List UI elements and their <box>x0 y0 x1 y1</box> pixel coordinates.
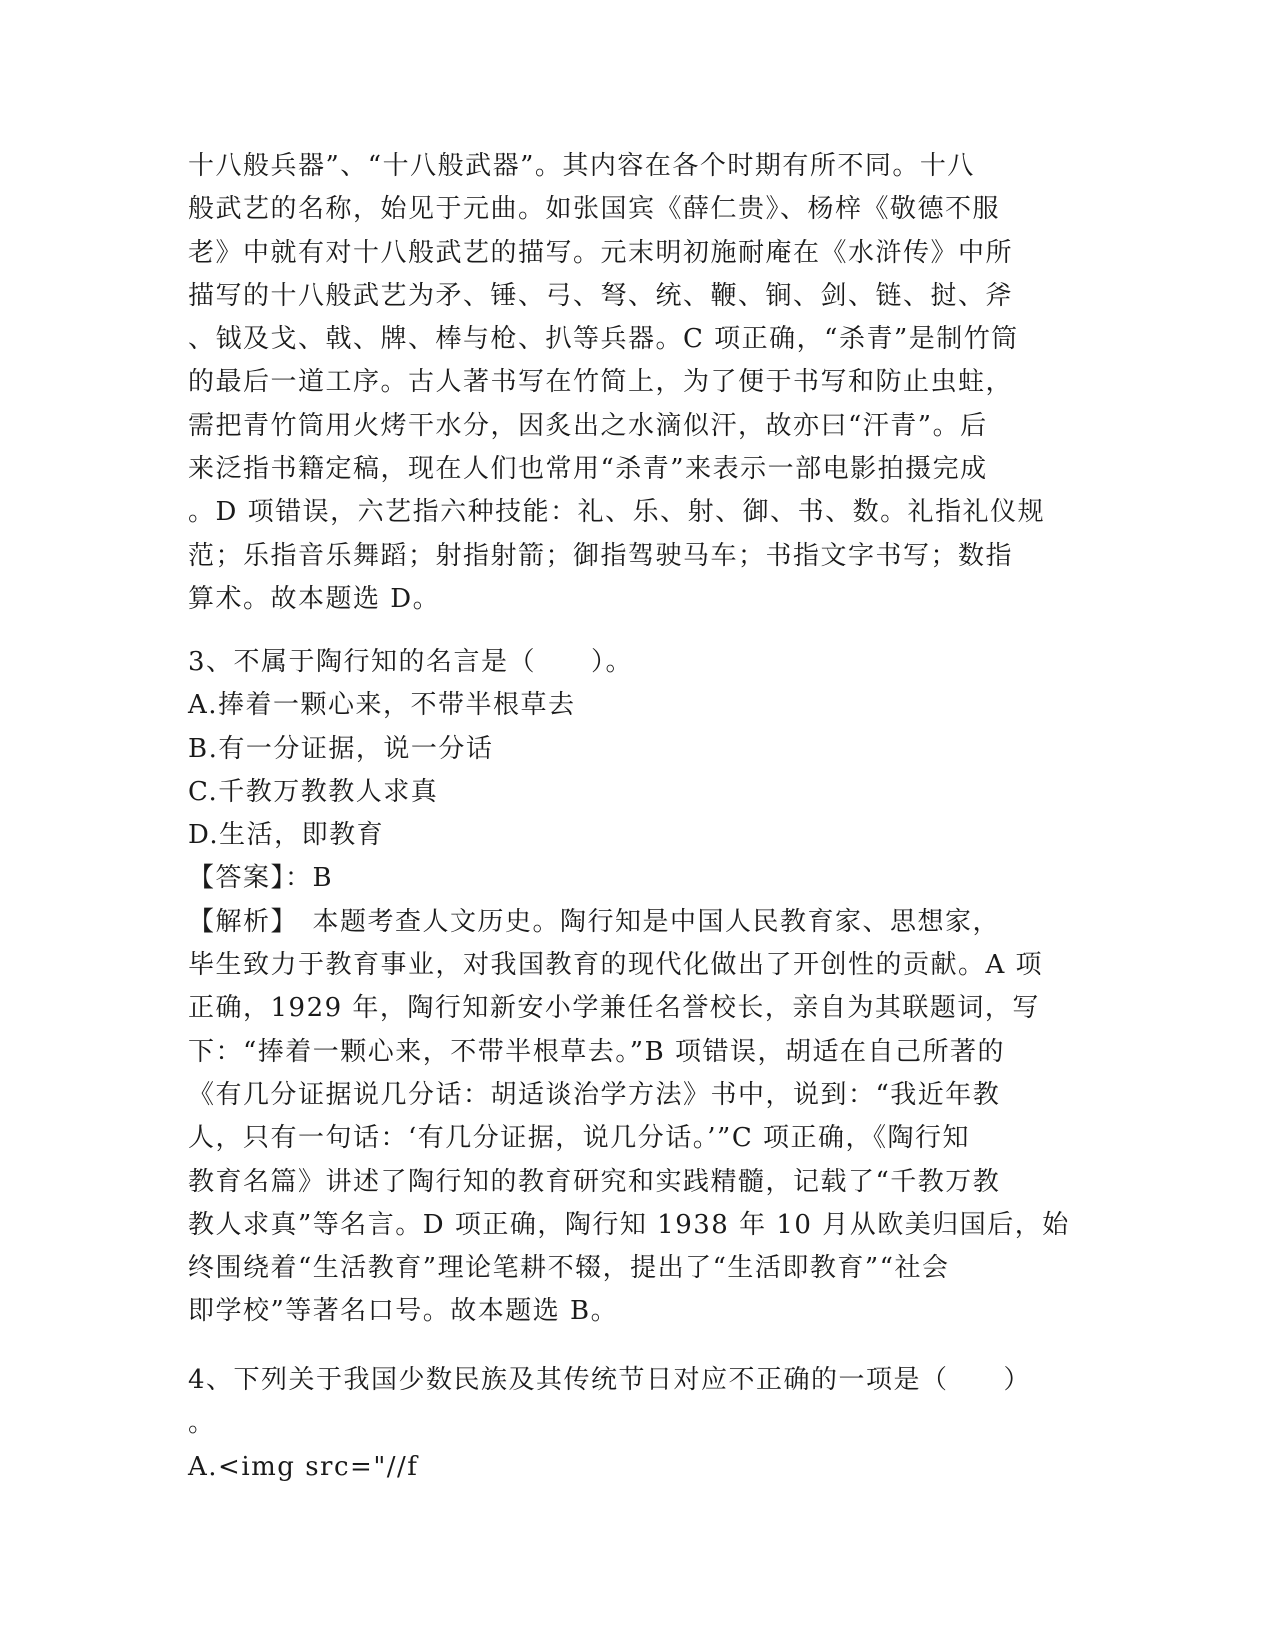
text-line: 、钺及戈、戟、牌、棒与枪、扒等兵器。C 项正确，“杀青”是制竹筒 <box>188 324 1019 355</box>
text-line: 老》中就有对十八般武艺的描写。元末明初施耐庵在《水浒传》中所 <box>188 237 1014 268</box>
option-c: C.千教万教教人求真 <box>188 776 439 807</box>
text-line: 需把青竹筒用火烤干水分，因炙出之水滴似汗，故亦曰“汗青”。后 <box>188 410 988 441</box>
text-line: 范；乐指音乐舞蹈；射指射箭；御指驾驶马车；书指文字书写；数指 <box>188 540 1014 571</box>
text-line: 来泛指书籍定稿，现在人们也常用“杀青”来表示一部电影拍摄完成 <box>188 454 988 485</box>
explanation-line: 教人求真”等名言。D 项正确，陶行知 1938 年 10 月从欧美归国后，始 <box>188 1209 1070 1240</box>
option-b: B.有一分证据，说一分话 <box>188 733 494 764</box>
text-line: 十八般兵器”、“十八般武器”。其内容在各个时期有所不同。十八 <box>188 151 975 181</box>
question-stem: 4、下列关于我国少数民族及其传统节日对应不正确的一项是（ ） <box>188 1365 1032 1395</box>
option-d: D.生活，即教育 <box>188 820 385 851</box>
explanation-line: 教育名篇》讲述了陶行知的教育研究和实践精髓，记载了“千教万教 <box>188 1166 1001 1197</box>
explanation-line: 人，只有一句话：‘有几分证据，说几分话。’”C 项正确，《陶行知 <box>188 1123 970 1154</box>
explanation-line: 正确，1929 年，陶行知新安小学兼任名誉校长，亲自为其联题词，写 <box>188 993 1040 1024</box>
option-a: A.<img src="//f <box>188 1451 419 1482</box>
text-line: 。D 项错误，六艺指六种技能：礼、乐、射、御、书、数。礼指礼仪规 <box>188 497 1046 528</box>
explanation-line: 终围绕着“生活教育”理论笔耕不辍，提出了“生活即教育”“社会 <box>188 1253 950 1284</box>
answer-line: 【答案】：B <box>188 863 334 894</box>
explanation-line: 《有几分证据说几分话：胡适谈治学方法》书中，说到：“我近年教 <box>188 1079 1001 1110</box>
question-stem-continuation: 。 <box>188 1408 216 1439</box>
explanation-line: 【解析】 本题考查人文历史。陶行知是中国人民教育家、思想家， <box>188 906 1001 937</box>
text-line: 般武艺的名称，始见于元曲。如张国宾《薛仁贵》、杨梓《敬德不服 <box>188 194 1001 225</box>
previous-explanation-continuation <box>188 145 1078 621</box>
explanation-line: 即学校”等著名口号。故本题选 B。 <box>188 1296 619 1327</box>
question-3 <box>188 641 1078 1334</box>
text-line: 的最后一道工序。古人著书写在竹简上，为了便于书写和防止虫蛀， <box>188 367 1014 398</box>
question-stem: 3、不属于陶行知的名言是（ ）。 <box>188 647 634 677</box>
text-line: 算术。故本题选 D。 <box>188 583 441 614</box>
explanation-line: 毕生致力于教育事业，对我国教育的现代化做出了开创性的贡献。A 项 <box>188 950 1044 981</box>
option-a: A.捧着一颗心来，不带半根草去 <box>188 690 576 721</box>
question-4 <box>188 1359 1078 1489</box>
explanation-line: 下：“捧着一颗心来，不带半根草去。”B 项错误，胡适在自己所著的 <box>188 1036 1005 1067</box>
text-line: 描写的十八般武艺为矛、锤、弓、弩、统、鞭、锏、剑、链、挝、斧 <box>188 280 1014 311</box>
